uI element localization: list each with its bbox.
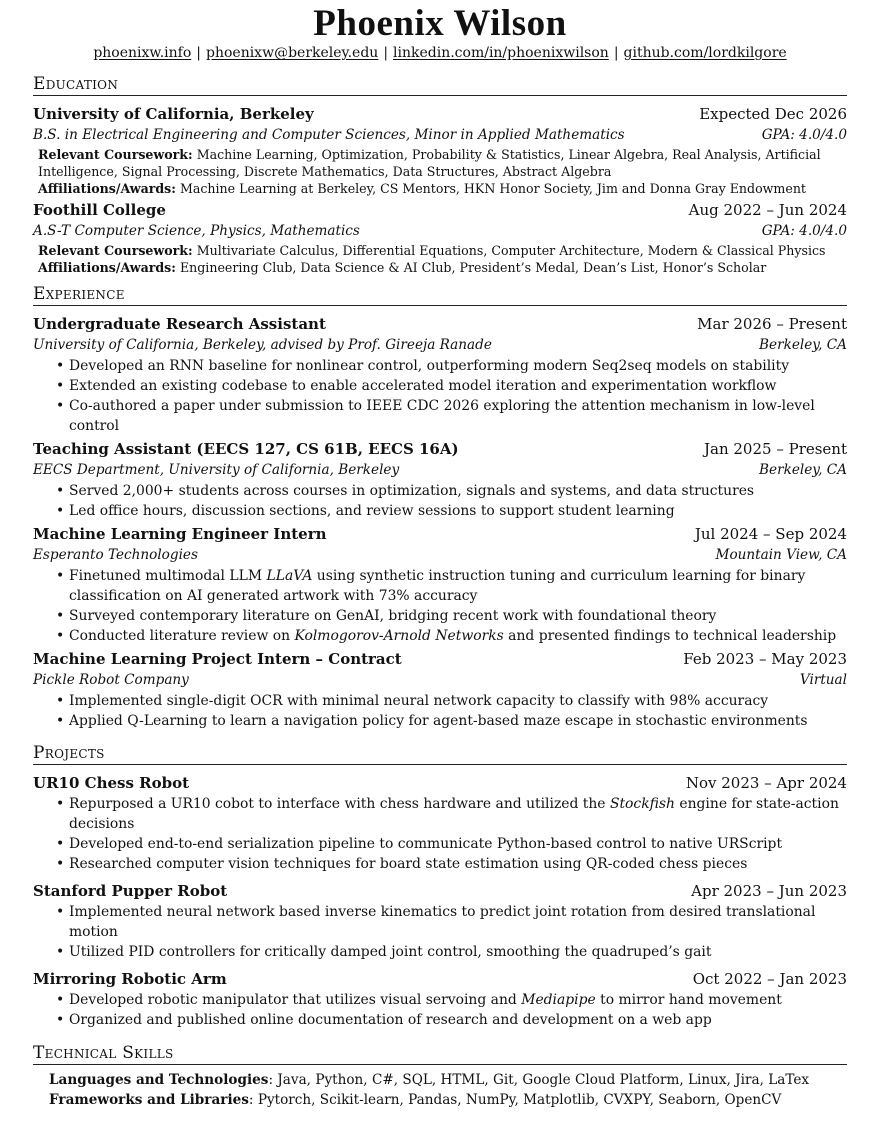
education-heading: Education <box>33 74 847 96</box>
school-name: University of California, Berkeley <box>33 105 314 123</box>
list-item: • Developed end-to-end serialization pipeline to communicate Python-based control to native URScript <box>33 834 847 854</box>
list-item: • Co-authored a paper under submission to IEEE CDC 2026 exploring the attention mechanism in low-level control <box>33 396 847 436</box>
project-date: Apr 2023 – Jun 2023 <box>691 882 847 900</box>
education-date: Expected Dec 2026 <box>699 105 847 123</box>
skills-heading: Technical Skills <box>33 1043 847 1065</box>
job-org: Esperanto Technologies <box>33 547 198 563</box>
job-org: Pickle Robot Company <box>33 672 189 688</box>
gpa: GPA: 4.0/4.0 <box>761 223 847 239</box>
github-link[interactable]: github.com/lordkilgore <box>623 45 787 61</box>
job-title: Machine Learning Engineer Intern <box>33 525 327 543</box>
education-date: Aug 2022 – Jun 2024 <box>688 201 847 219</box>
experience-heading: Experience <box>33 284 847 306</box>
list-item: • Implemented neural network based inverse kinematics to predict joint rotation from desired translational motion <box>33 902 847 942</box>
affiliations: Affiliations/Awards: Engineering Club, Data Science & AI Club, President’s Medal, Dean’s List, Honor’s Scholar <box>38 260 767 275</box>
list-item: • Finetuned multimodal LLM LLaVA using synthetic instruction tuning and curriculum learning for binary classification on AI generated artwork with 73% accuracy <box>33 566 847 606</box>
job-location: Virtual <box>799 672 847 688</box>
project-title: Stanford Pupper Robot <box>33 882 228 900</box>
degree: B.S. in Electrical Engineering and Computer Sciences, Minor in Applied Mathematics <box>33 127 625 143</box>
list-item: • Served 2,000+ students across courses in optimization, signals and systems, and data structures <box>33 481 847 501</box>
project-entry <box>33 881 847 962</box>
job-date: Feb 2023 – May 2023 <box>683 650 847 668</box>
candidate-name: Phoenix Wilson <box>313 3 567 44</box>
skills-list <box>33 1071 847 1110</box>
project-entry <box>33 969 847 1030</box>
list-item: • Extended an existing codebase to enable accelerated model iteration and experimentation workflow <box>33 376 847 396</box>
job-location: Mountain View, CA <box>715 547 847 563</box>
affiliations: Affiliations/Awards: Machine Learning at Berkeley, CS Mentors, HKN Honor Society, Jim and Donna Gray Endowment <box>38 181 806 196</box>
skill-row: Languages and Technologies: Java, Python, C#, SQL, HTML, Git, Google Cloud Platform, Linux, Jira, LaTex <box>49 1072 810 1088</box>
list-item: • Developed an RNN baseline for nonlinear control, outperforming modern Seq2seq models on stability <box>33 356 847 376</box>
project-date: Nov 2023 – Apr 2024 <box>685 774 847 792</box>
list-item: • Conducted literature review on Kolmogorov-Arnold Networks and presented findings to technical leadership <box>33 626 847 646</box>
email-link[interactable]: phoenixw@berkeley.edu <box>206 45 379 61</box>
education-entry <box>33 200 847 276</box>
project-entry <box>33 773 847 874</box>
education-entry <box>33 104 847 197</box>
experience-entry <box>33 649 847 731</box>
list-item: • Developed robotic manipulator that utilizes visual servoing and Mediapipe to mirror hand movement <box>33 990 847 1010</box>
experience-entry <box>33 439 847 521</box>
list-item: • Organized and published online documentation of research and development on a web app <box>33 1010 847 1030</box>
job-title: Teaching Assistant (EECS 127, CS 61B, EECS 16A) <box>33 440 459 458</box>
website-link[interactable]: phoenixw.info <box>93 45 192 61</box>
degree: A.S-T Computer Science, Physics, Mathematics <box>33 223 360 239</box>
job-org: University of California, Berkeley, advised by Prof. Gireeja Ranade <box>33 337 492 353</box>
coursework: Relevant Coursework: Multivariate Calculus, Differential Equations, Computer Architecture, Modern & Classical Physics <box>38 243 826 258</box>
resume-page <box>33 0 847 1110</box>
experience-entry <box>33 314 847 436</box>
job-location: Berkeley, CA <box>759 462 847 478</box>
project-title: Mirroring Robotic Arm <box>33 970 227 988</box>
job-title: Machine Learning Project Intern – Contract <box>33 650 402 668</box>
projects-heading: Projects <box>33 743 847 765</box>
list-item: • Researched computer vision techniques for board state estimation using QR-coded chess pieces <box>33 854 847 874</box>
job-org: EECS Department, University of California, Berkeley <box>33 462 400 478</box>
list-item: • Utilized PID controllers for critically damped joint control, smoothing the quadruped’s gait <box>33 942 847 962</box>
list-item: • Surveyed contemporary literature on GenAI, bridging recent work with foundational theory <box>33 606 847 626</box>
school-name: Foothill College <box>33 201 166 219</box>
job-date: Jul 2024 – Sep 2024 <box>694 525 847 543</box>
job-location: Berkeley, CA <box>759 337 847 353</box>
job-date: Mar 2026 – Present <box>697 315 847 333</box>
linkedin-link[interactable]: linkedin.com/in/phoenixwilson <box>393 45 609 61</box>
project-date: Oct 2022 – Jan 2023 <box>692 970 847 988</box>
job-date: Jan 2025 – Present <box>704 440 847 458</box>
coursework: Relevant Coursework: Machine Learning, Optimization, Probability & Statistics, Linear Algebra, Real Analysis, Artificial Intelligence, Signal Processing, Discrete Mathematics, Data Structures, Abstract Algebra <box>38 147 821 179</box>
job-title: Undergraduate Research Assistant <box>33 315 326 333</box>
gpa: GPA: 4.0/4.0 <box>761 127 847 143</box>
skill-row: Frameworks and Libraries: Pytorch, Scikit-learn, Pandas, NumPy, Matplotlib, CVXPY, Seaborn, OpenCV <box>49 1091 782 1108</box>
list-item: • Led office hours, discussion sections, and review sessions to support student learning <box>33 501 847 521</box>
list-item: • Implemented single-digit OCR with minimal neural network capacity to classify with 98% accuracy <box>33 691 847 711</box>
list-item: • Repurposed a UR10 cobot to interface with chess hardware and utilized the Stockfish engine for state-action decisions <box>33 794 847 834</box>
experience-entry <box>33 524 847 646</box>
list-item: • Applied Q-Learning to learn a navigation policy for agent-based maze escape in stochastic environments <box>33 711 847 731</box>
contact-links: phoenixw.info | phoenixw@berkeley.edu | linkedin.com/in/phoenixwilson | github.com/lordkilgore <box>93 45 787 61</box>
project-title: UR10 Chess Robot <box>33 774 190 792</box>
